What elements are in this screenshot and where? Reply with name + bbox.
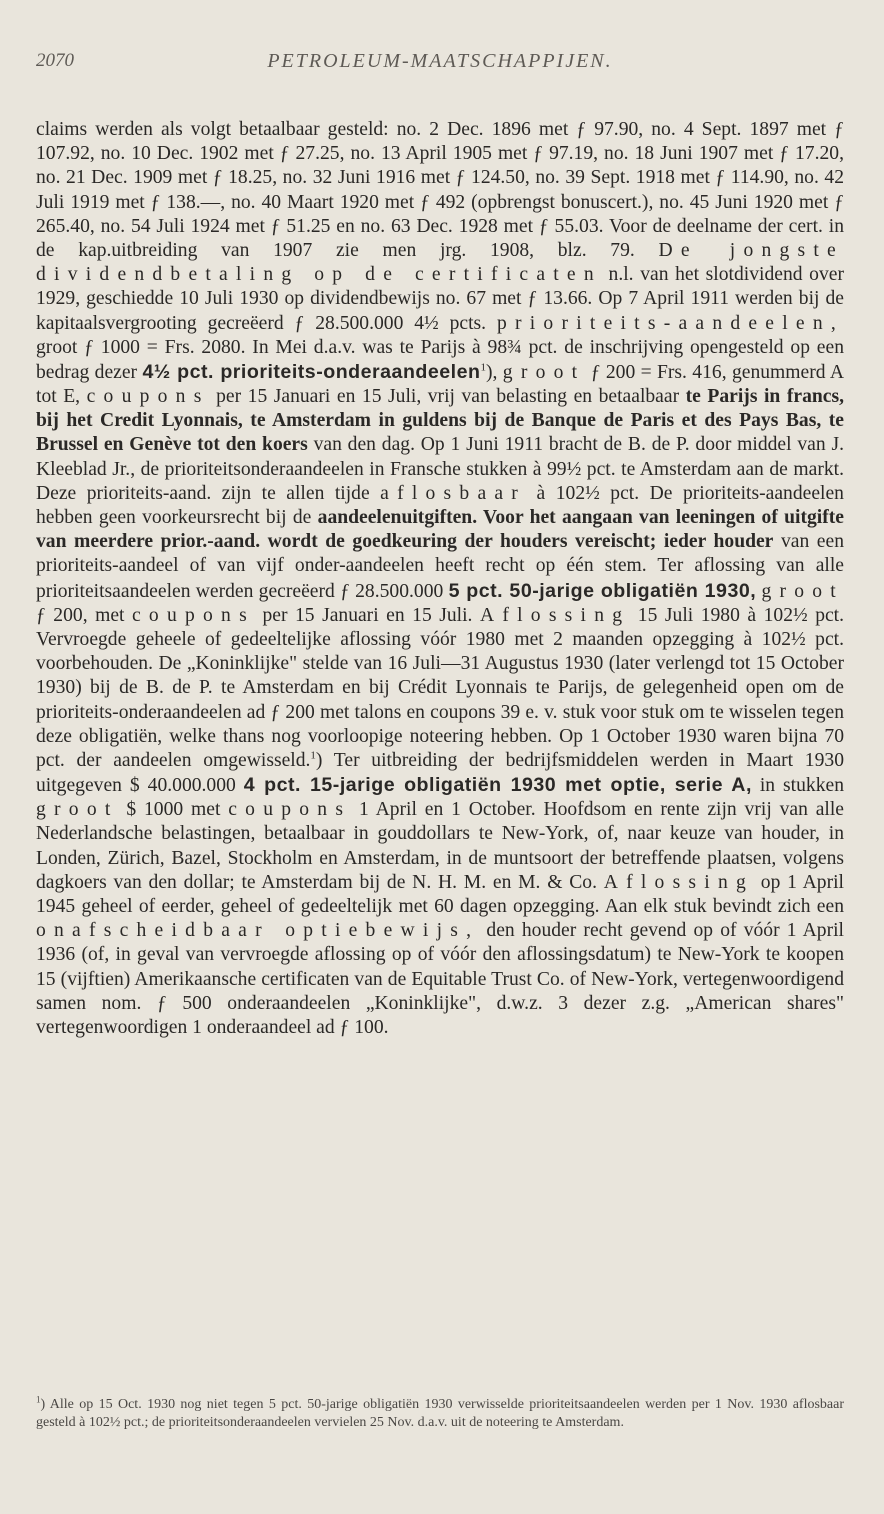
footnote-marker: 1 bbox=[36, 1394, 41, 1405]
footnote bbox=[36, 1396, 844, 1432]
text-segment: ), bbox=[486, 361, 498, 383]
spaced-term-aflossing: Aflossing bbox=[603, 871, 755, 893]
footnote-reference: 1 bbox=[480, 361, 486, 374]
text-segment: ƒ 200, met bbox=[36, 604, 125, 626]
body-text bbox=[36, 118, 844, 1040]
spaced-term-aflosbaar: aflosbaar bbox=[380, 482, 527, 504]
text-segment: in stukken bbox=[759, 775, 844, 797]
spaced-term-aflossing: Aflossing bbox=[479, 604, 631, 626]
spaced-term-coupons: coupons bbox=[86, 386, 210, 408]
text-segment: $ 1000 met bbox=[126, 799, 221, 821]
text-segment: claims werden als volgt betaalbaar gesteld: no. 2 Dec. 1896 met ƒ 97.90, no. 4 Sept. 1897 met ƒ 107.92, no. 10 Dec. 1902 met ƒ 27.25, no. 13 April 1905 met ƒ 97.19, no. 18 Juni 1907 met ƒ 17.20, no. 21 Dec. 1909 met ƒ 18.25, no. 32 Juni 1916 met ƒ 124.50, no. 39 Sept. 1918 met ƒ 114.90, no. 42 Juli 1919 met ƒ 138.—, no. 40 Maart 1920 met ƒ 492 (opbrengst bonuscert.), no. 45 Juni 1920 met ƒ 265.40, no. 54 Juli 1924 met ƒ 51.25 en no. 63 Dec. 1928 met ƒ 55.03. Voor de deelname der cert. in de kap.uitbreiding van 1907 zie men jrg. 1908, blz. 79. bbox=[36, 119, 844, 261]
text-segment: per 15 Januari en 15 Juli. bbox=[262, 604, 473, 626]
spaced-term-priority-shares: prioriteits-aandeelen, bbox=[496, 312, 844, 334]
running-title: PETROLEUM-MAATSCHAPPIJEN. bbox=[267, 50, 613, 72]
spaced-term-groot: groot bbox=[502, 361, 586, 383]
spaced-term-coupons: coupons bbox=[132, 604, 255, 626]
text-segment: n.l. van het slotdividend over 1929, geschiedde 10 Juli 1930 op dividendbewijs no. 67 met ƒ 13.66. Op 7 April 1911 werden bij de kapitaalsvergrooting gecreëerd ƒ 28.500.000 4½ pcts. bbox=[36, 264, 844, 334]
spaced-heading-dividend: De jongste dividendbetaling op de certificaten bbox=[36, 239, 844, 286]
bold-heading-obligations-15: 4 pct. 15-jarige obligatiën 1930 met optie, serie A, bbox=[243, 774, 752, 797]
footnote-reference: 1 bbox=[310, 749, 316, 762]
bold-heading-subshares: 4½ pct. prioriteits-onderaandeelen bbox=[142, 360, 481, 383]
page-number: 2070 bbox=[36, 50, 74, 71]
text-segment: ƒ 200 = Frs. 416, genummerd A tot E, bbox=[36, 361, 844, 408]
text-segment: groot ƒ 1000 = Frs. 2080. In Mei d.a.v. was te Parijs à 98¾ pct. de inschrijving opengesteld op een bedrag dezer bbox=[36, 336, 844, 383]
text-segment: op 1 April 1945 geheel of eerder, geheel of gedeeltelijk met 60 dagen opzegging. Aan elk stuk bevindt zich een bbox=[36, 871, 844, 917]
page-header bbox=[36, 50, 844, 80]
spaced-term-groot: groot bbox=[761, 580, 844, 602]
text-segment: van den dag. Op 1 Juni 1911 bracht de B. de P. door middel van J. Kleeblad Jr., de prioriteitsonderaandeelen in Fransche stukken à 99½ pct. te Amsterdam aan de markt. Deze prioriteits-aand. zijn te allen tijde bbox=[36, 434, 844, 504]
main-paragraph bbox=[36, 118, 844, 1040]
bold-text-segment: aandeelenuitgiften. Voor het aangaan van leeningen of uitgifte van meerdere prior.-aand. wordt de goedkeuring der houders vereischt; ieder houder bbox=[36, 507, 844, 553]
text-segment: den houder recht gevend op of vóór 1 April 1936 (of, in geval van vervroegde aflossing op of vóór den aflossingsdatum) te New-York te koopen 15 (vijftien) Amerikaansche certificaten van de Equitable Trust Co. of New-York, vertegenwoordigend samen nom. ƒ 500 onderaandeelen „Koninklijke", d.w.z. 3 dezer z.g. „American shares" vertegenwoordigen 1 onderaandeel ad ƒ 100. bbox=[36, 920, 844, 1038]
bold-text-segment: te Parijs in francs, bij het Credit Lyonnais, te Amsterdam in guldens bij de Banque de Paris et des Pays Bas, te Brussel en Genève tot den koers bbox=[36, 386, 844, 456]
spaced-term-groot: groot bbox=[36, 799, 119, 821]
text-segment: per 15 Januari en 15 Juli, vrij van belasting en betaalbaar bbox=[216, 386, 680, 408]
text-segment: 1 April en 1 October. Hoofdsom en rente zijn vrij van alle Nederlandsche belastingen, betaalbaar in gouddollars te New-York, of, naar keuze van houder, in Londen, Zürich, Bazel, Stockholm en Amsterdam, in de muntsoort der betreffende plaatsen, volgens dagkoers van den dollar; te Amsterdam bij de N. H. M. en M. & Co. bbox=[36, 799, 845, 893]
text-segment: à 102½ pct. De prioriteits-aandeelen hebben geen voorkeursrecht bij de bbox=[36, 482, 844, 528]
bold-heading-obligations-50: 5 pct. 50-jarige obligatiën 1930, bbox=[448, 579, 757, 602]
spaced-term-option-warrant: onafscheidbaar optiebewijs, bbox=[36, 920, 480, 942]
footnote-text: ) Alle op 15 Oct. 1930 nog niet tegen 5 pct. 50-jarige obligatiën 1930 verwisselde prioriteitsaandeelen werden per 1 Nov. 1930 aflosbaar gesteld à 102½ pct.; de prioriteitsonderaandeelen vervielen 25 Nov. d.a.v. uit de noteering te Amsterdam. bbox=[36, 1397, 844, 1430]
text-segment: ) Ter uitbreiding der bedrijfsmiddelen werden in Maart 1930 uitgegeven $ 40.000.000 bbox=[36, 749, 844, 797]
text-segment: van een prioriteits-aandeel of van vijf onder-aandeelen heeft recht op één stem. Ter aflossing van alle prioriteitsaandeelen werden gecreëerd ƒ 28.500.000 bbox=[36, 531, 844, 602]
spaced-term-coupons: coupons bbox=[228, 799, 352, 821]
text-segment: 15 Juli 1980 à 102½ pct. Vervroegde geheele of gedeeltelijke aflossing vóór 1980 met 2 maanden opzegging à 102½ pct. voorbehouden. De „Koninklijke" stelde van 16 Juli—31 Augustus 1930 (later verlengd tot 15 October 1930) bij de B. de P. te Amsterdam en bij Crédit Lyonnais te Parijs, de gelegenheid open om de prioriteits-onderaandeelen ad ƒ 200 met talons en coupons 39 e. v. stuk voor stuk om te wisselen tegen deze obligatiën, welke thans nog voorloopige noteering hebben. Op 1 October 1930 waren bijna 70 pct. der aandeelen omgewisseld. bbox=[36, 604, 845, 771]
